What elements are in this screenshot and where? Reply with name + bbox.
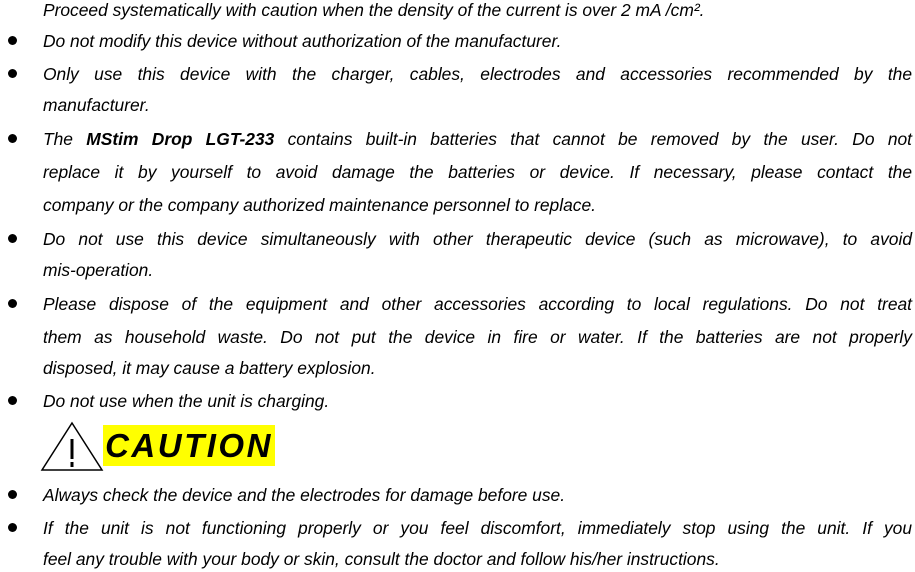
warning-line: Do not use this device simultaneously with other therapeutic device (such as microwave), to avoid	[43, 229, 912, 249]
warning-text: contains built-in batteries that cannot be removed by the user. Do not	[274, 129, 912, 149]
warning-line: Only use this device with the charger, cables, electrodes and accessories recommended by the	[43, 64, 912, 84]
warning-line: them as household waste. Do not put the device in fire or water. If the batteries are not properly	[43, 327, 912, 347]
bullet-icon	[8, 69, 17, 78]
caution-line: Always check the device and the electrodes for damage before use.	[43, 485, 566, 505]
warning-line: disposed, it may cause a battery explosion.	[43, 358, 376, 378]
caution-line: If the unit is not functioning properly or you feel discomfort, immediately stop using the unit. If you	[43, 518, 912, 538]
warning-lead: The	[43, 129, 87, 149]
product-name: MStim Drop LGT-233	[86, 129, 275, 149]
intro-line: Proceed systematically with caution when the density of the current is over 2 mA /cm².	[43, 0, 705, 20]
bullet-icon	[8, 36, 17, 45]
warning-line: Do not use when the unit is charging.	[43, 391, 330, 411]
bullet-icon	[8, 234, 17, 243]
warning-line: manufacturer.	[43, 95, 150, 115]
caution-heading	[40, 421, 276, 473]
warning-line: Do not modify this device without authorization of the manufacturer.	[43, 31, 562, 51]
bullet-icon	[8, 134, 17, 143]
warning-line: Please dispose of the equipment and other accessories according to local regulations. Do not treat	[43, 294, 912, 314]
bullet-icon	[8, 490, 17, 499]
warning-line	[43, 129, 912, 149]
warning-line: replace it by yourself to avoid damage the batteries or device. If necessary, please contact the	[43, 162, 912, 182]
caution-label: CAUTION	[103, 425, 275, 466]
warning-line: company or the company authorized maintenance personnel to replace.	[43, 195, 596, 215]
bullet-icon	[8, 523, 17, 532]
bullet-icon	[8, 299, 17, 308]
warning-line: mis-operation.	[43, 260, 154, 280]
bullet-icon	[8, 396, 17, 405]
caution-line: feel any trouble with your body or skin, consult the doctor and follow his/her instructions.	[43, 549, 720, 569]
exclamation-triangle-icon	[40, 421, 104, 473]
